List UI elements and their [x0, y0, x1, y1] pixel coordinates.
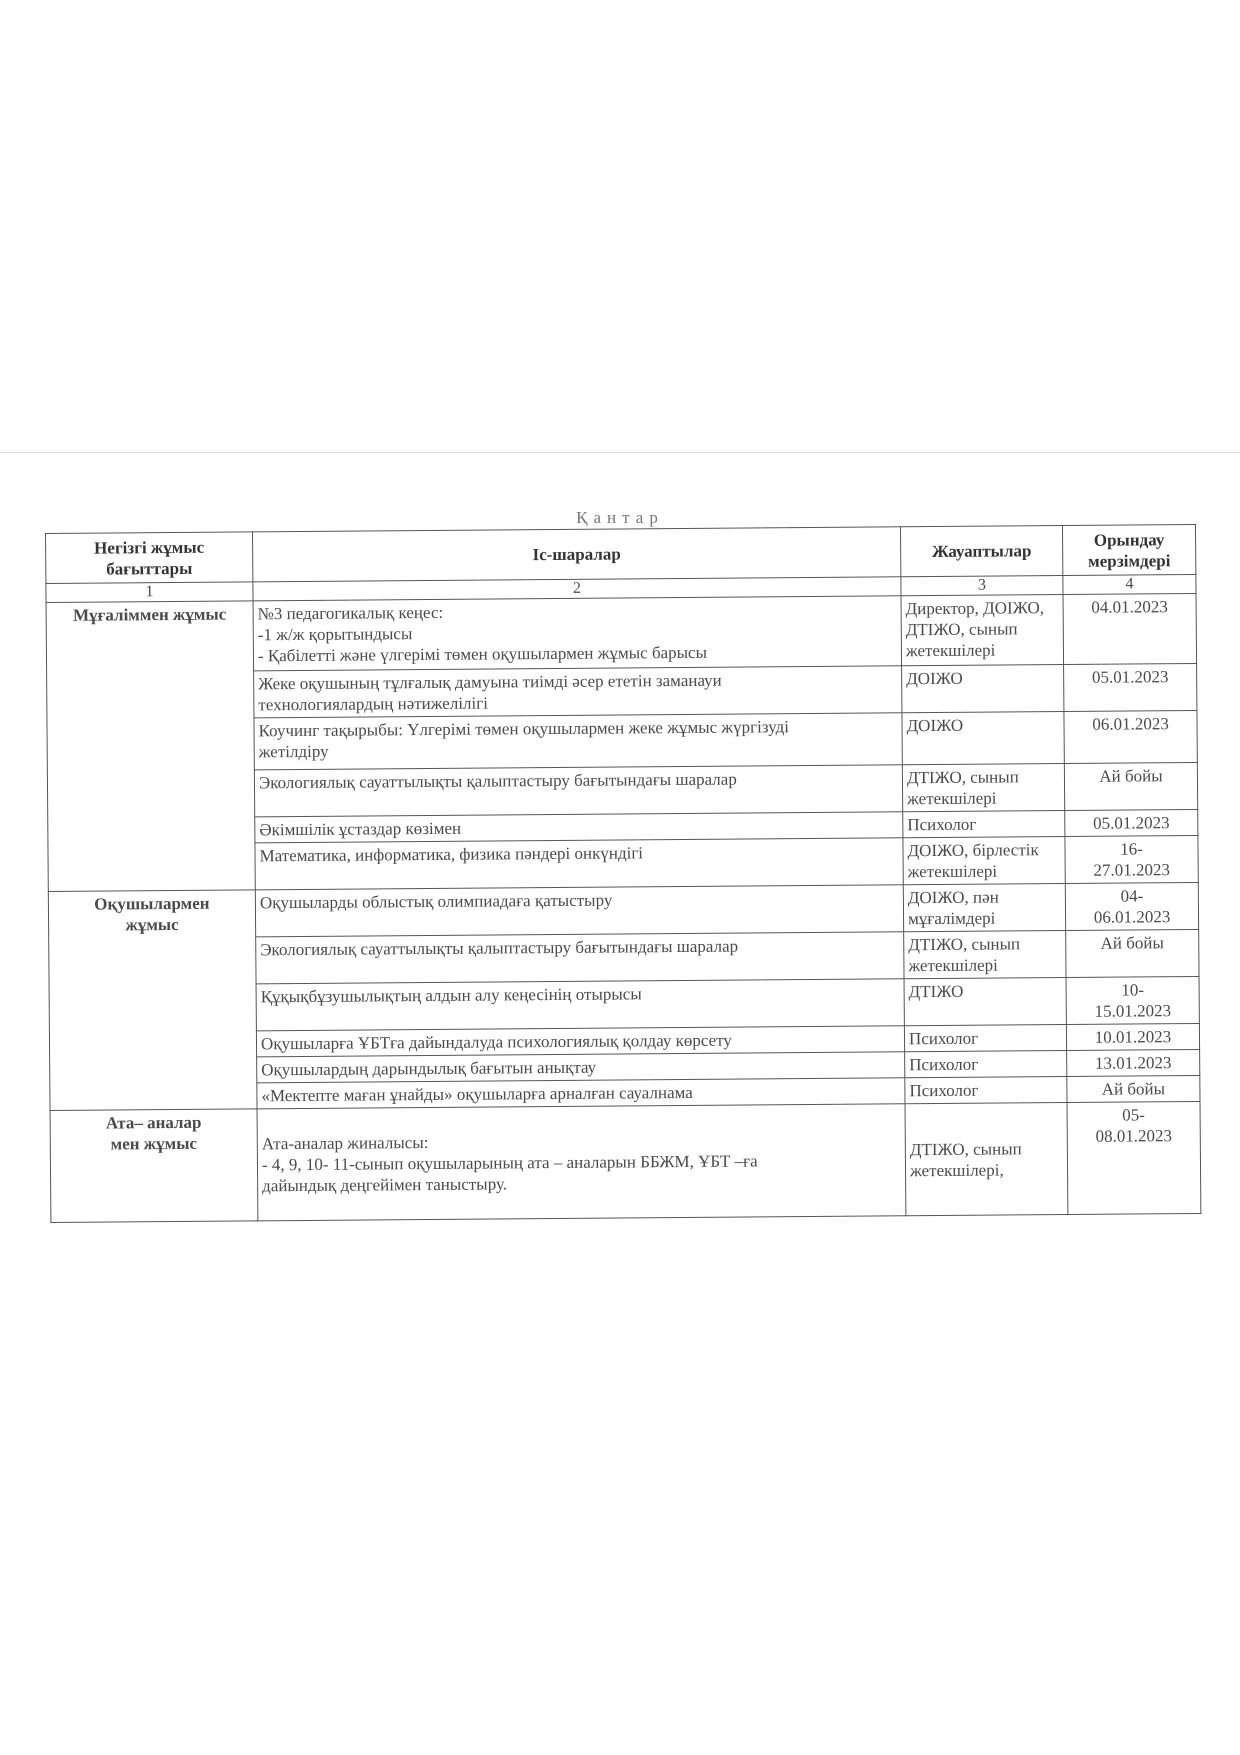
event-cell: №3 педагогикалық кеңес: -1 ж/ж қорытындысы - Қабілетті және үлгерімі төмен оқушылармен жұмыс барысы [253, 596, 902, 671]
event-cell: Оқушылардың дарындылық бағытын анықтау [257, 1052, 905, 1083]
plan-body [46, 593, 1201, 1222]
column-number: 1 [46, 582, 253, 603]
date-cell: 16- 27.01.2023 [1065, 835, 1198, 883]
responsible-cell: Психолог [903, 810, 1065, 837]
date-cell: 06.01.2023 [1064, 710, 1197, 763]
responsible-cell: ДТІЖО, сынып жетекшілері [904, 930, 1066, 978]
date-cell: 04.01.2023 [1063, 593, 1197, 664]
table-row [46, 593, 1197, 672]
event-cell: Коучинг тақырыбы: Үлгерімі төмен оқушылармен жеке жұмыс жүргізуді жетілдіру [254, 713, 902, 770]
event-cell: Экологиялық сауаттылықты қалыптастыру бағытындағы шаралар [256, 932, 904, 984]
date-cell: Ай бойы [1064, 762, 1197, 810]
plan-table [45, 524, 1201, 1223]
responsible-cell: ДОІЖО [902, 712, 1064, 765]
header-row [46, 524, 1196, 583]
date-cell: 10.01.2023 [1066, 1023, 1199, 1050]
event-cell: Оқушыларды облыстық олимпиадаға қатыстыру [255, 885, 903, 937]
event-cell: «Мектепте маған ұнайды» оқушыларға арналған сауалнама [257, 1078, 905, 1109]
date-cell: Ай бойы [1066, 929, 1199, 977]
date-cell: 04- 06.01.2023 [1065, 882, 1198, 930]
date-cell: 05- 08.01.2023 [1067, 1101, 1201, 1214]
event-cell: Экологиялық сауаттылықты қалыптастыру бағытындағы шаралар [254, 765, 902, 817]
responsible-cell: ДТІЖО, сынып жетекшілері [902, 764, 1064, 812]
column-number: 2 [253, 577, 901, 601]
date-cell: 05.01.2023 [1065, 809, 1198, 836]
column-number: 4 [1063, 574, 1196, 594]
responsible-cell: ДТІЖО [904, 977, 1066, 1025]
month-title: Қантар [576, 508, 664, 527]
direction-cell: Ата– аналар мен жұмыс [50, 1109, 258, 1223]
responsible-cell: Психолог [905, 1050, 1067, 1077]
event-cell: Әкімшілік ұстаздар көзімен [255, 812, 903, 843]
responsible-cell: ДОІЖО, бірлестік жетекшілері [903, 836, 1065, 884]
direction-cell: Мұғаліммен жұмыс [46, 601, 255, 892]
responsible-cell: Психолог [905, 1076, 1067, 1103]
event-cell: Ата-аналар жиналысы: - 4, 9, 10- 11-сынып оқушыларының ата – аналарын ББЖМ, ҰБТ –ға дайындық деңгейімен таныстыру. [257, 1104, 906, 1221]
scan-shadow-line [0, 452, 1240, 453]
header-events: Іс-шаралар [252, 527, 900, 582]
responsible-cell: Психолог [904, 1024, 1066, 1051]
date-cell: 13.01.2023 [1067, 1049, 1200, 1076]
header-responsible: Жауаптылар [900, 526, 1062, 577]
date-cell: Ай бойы [1067, 1075, 1200, 1102]
table-row [50, 1101, 1201, 1222]
responsible-cell: ДОІЖО, пән мұғалімдері [903, 883, 1065, 931]
direction-cell: Оқушылармен жұмыс [48, 890, 257, 1111]
responsible-cell: Директор, ДОІЖО, ДТІЖО, сынып жетекшілері [901, 595, 1064, 666]
responsible-cell: ДТІЖО, сынып жетекшілері, [905, 1102, 1068, 1215]
event-cell: Жеке оқушының тұлғалық дамуына тиімді әсер ететін заманауи технологиялардың нәтижелілігі [254, 666, 902, 718]
responsible-cell: ДОІЖО [902, 665, 1064, 713]
event-cell: Оқушыларға ҰБТға дайындалуда психологиялық қолдау көрсету [256, 1026, 904, 1057]
header-directions: Негізгі жұмыс бағыттары [46, 532, 253, 584]
date-cell: 05.01.2023 [1064, 663, 1197, 711]
column-number: 3 [901, 576, 1063, 596]
header-deadlines: Орындау мерзімдері [1062, 524, 1195, 575]
date-cell: 10- 15.01.2023 [1066, 976, 1199, 1024]
event-cell: Құқықбұзушылықтың алдын алу кеңесінің отырысы [256, 979, 904, 1031]
event-cell: Математика, информатика, физика пәндері онкүндігі [255, 838, 903, 890]
